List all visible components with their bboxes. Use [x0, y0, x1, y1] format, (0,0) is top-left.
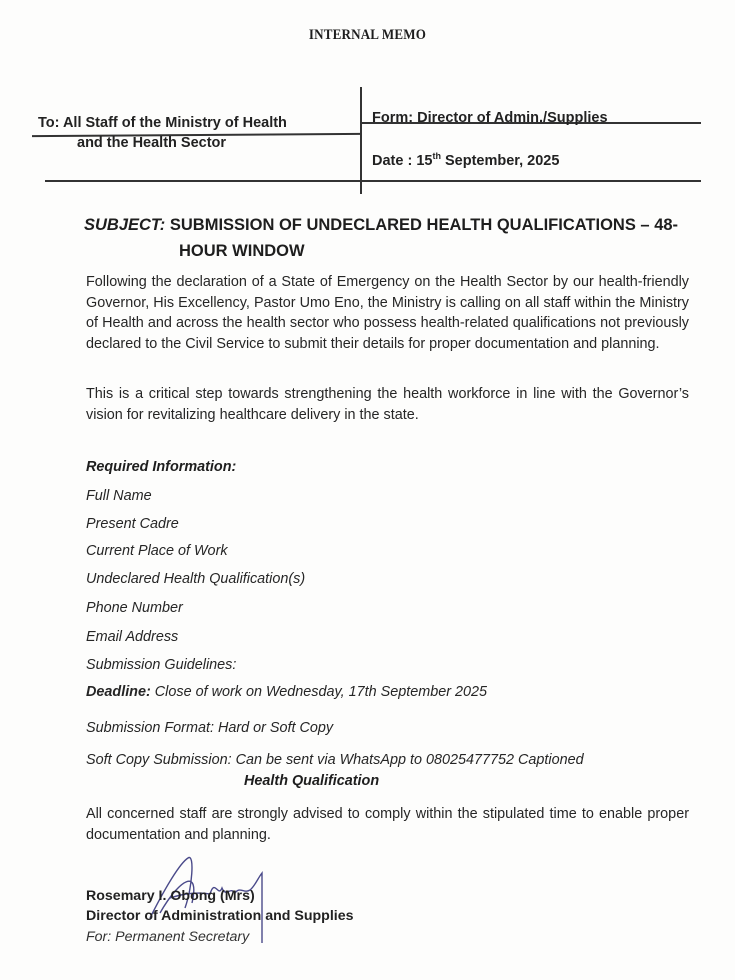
date-ordinal: th	[432, 151, 441, 161]
subject-line2: HOUR WINDOW	[179, 242, 305, 260]
caption-text: Health Qualification	[244, 773, 380, 789]
required-item: Phone Number	[86, 600, 183, 616]
required-item: Current Place of Work	[86, 543, 228, 559]
required-item: Undeclared Health Qualification(s)	[86, 571, 306, 587]
date-month-year: September, 2025	[440, 152, 560, 169]
required-item: Present Cadre	[86, 516, 179, 532]
header-bottom-rule	[45, 180, 701, 182]
memo-to-line1: To: All Staff of the Ministry of Health	[38, 115, 287, 131]
memo-to-line2: and the Health Sector	[77, 135, 227, 151]
header-divider	[360, 87, 362, 194]
soft-copy-submission: Soft Copy Submission: Can be sent via WhatsApp to 08025477752 Captioned	[86, 752, 584, 768]
signatory-name: Rosemary I. Obong (Mrs)	[86, 888, 255, 904]
deadline-line	[86, 684, 487, 700]
memo-from: Form: Director of Admin./Supplies	[372, 110, 608, 126]
deadline-value: Close of work on Wednesday, 17th September 2025	[150, 684, 488, 700]
body-paragraph-1: Following the declaration of a State of Emergency on the Health Sector by our health-friendly Governor, His Excellency, Pastor Umo Eno, the Ministry is calling on all staff within the Ministry of Health and across the health sector who possess health-related qualifications not previously declared to the Civil Service to submit their details for proper documentation and planning.	[86, 274, 689, 352]
subject-label: SUBJECT:	[84, 216, 166, 234]
required-info-heading: Required Information:	[86, 459, 237, 475]
memo-date	[372, 151, 559, 169]
required-item: Email Address	[86, 629, 179, 645]
body-paragraph-2: This is a critical step towards strengthening the health workforce in line with the Governor’s vision for revitalizing healthcare delivery in the state.	[86, 386, 689, 423]
deadline-label: Deadline:	[86, 684, 151, 700]
subject-line1: SUBMISSION OF UNDECLARED HEALTH QUALIFICATIONS – 48-	[165, 216, 679, 234]
memo-title: INTERNAL MEMO	[308, 27, 427, 43]
required-item: Full Name	[86, 488, 152, 504]
submission-format: Submission Format: Hard or Soft Copy	[86, 720, 334, 736]
signatory-for: For: Permanent Secretary	[86, 929, 250, 945]
memo-subject	[84, 212, 704, 264]
signatory-title: Director of Administration and Supplies	[86, 908, 354, 924]
date-day: Date : 15	[372, 152, 433, 169]
required-item: Submission Guidelines:	[86, 657, 237, 673]
closing-advice: All concerned staff are strongly advised to comply within the stipulated time to enable proper documentation and planning.	[86, 806, 689, 843]
